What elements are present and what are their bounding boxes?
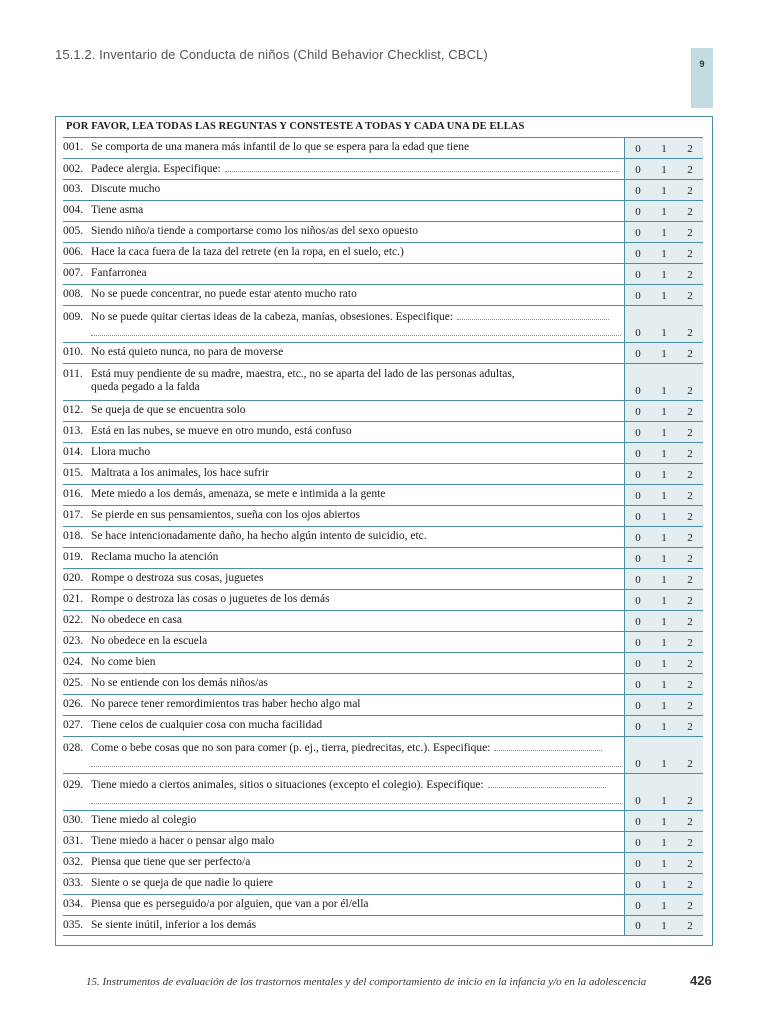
item-label: Tiene asma xyxy=(91,204,144,216)
response-option-2[interactable]: 2 xyxy=(687,616,693,628)
response-scale xyxy=(624,285,703,305)
response-option-2[interactable]: 2 xyxy=(687,511,693,523)
item-text xyxy=(63,183,621,196)
item-label: No come bien xyxy=(91,656,156,668)
item-row xyxy=(63,873,703,894)
response-scale xyxy=(624,138,703,158)
response-scale xyxy=(624,590,703,610)
response-option-0[interactable]: 0 xyxy=(635,658,641,670)
item-label: Está muy pendiente de su madre, maestra, etc., no se aparta del lado de las personas adultas, xyxy=(91,368,515,380)
response-option-1[interactable]: 1 xyxy=(661,920,667,932)
item-number: 024. xyxy=(63,656,84,668)
section-title: 15.1.2. Inventario de Conducta de niños (Child Behavior Checklist, CBCL) xyxy=(55,47,488,62)
item-label: Piensa que es perseguido/a por alguien, que van a por él/ella xyxy=(91,898,369,910)
item-label: No obedece en la escuela xyxy=(91,635,208,647)
response-scale xyxy=(624,306,703,342)
response-option-1[interactable]: 1 xyxy=(661,206,667,218)
item-label: Piensa que tiene que ser perfecto/a xyxy=(91,856,251,868)
item-text xyxy=(63,346,621,359)
item-row xyxy=(63,589,703,610)
response-scale xyxy=(624,916,703,935)
item-number: 009. xyxy=(63,311,84,323)
item-row xyxy=(63,894,703,915)
item-number: 033. xyxy=(63,877,84,889)
response-option-2[interactable]: 2 xyxy=(687,327,693,339)
item-label: Se hace intencionadamente daño, ha hecho algún intento de suicidio, etc. xyxy=(91,530,427,542)
item-text xyxy=(63,856,621,869)
response-option-1[interactable]: 1 xyxy=(661,758,667,770)
response-option-1[interactable]: 1 xyxy=(661,858,667,870)
response-option-0[interactable]: 0 xyxy=(635,448,641,460)
item-number: 014. xyxy=(63,446,84,458)
response-option-2[interactable]: 2 xyxy=(687,206,693,218)
specify-field[interactable] xyxy=(488,778,606,788)
item-text xyxy=(63,446,621,459)
specify-field-line[interactable] xyxy=(91,803,621,804)
item-text xyxy=(63,551,621,564)
item-label: No se puede concentrar, no puede estar atento mucho rato xyxy=(91,288,357,300)
item-number: 026. xyxy=(63,698,84,710)
item-label: Se pierde en sus pensamientos, sueña con los ojos abiertos xyxy=(91,509,360,521)
item-row xyxy=(63,610,703,631)
item-number: 022. xyxy=(63,614,84,626)
item-text xyxy=(63,368,621,394)
specify-field[interactable] xyxy=(494,741,602,751)
item-label: Reclama mucho la atención xyxy=(91,551,219,563)
item-row xyxy=(63,831,703,852)
response-option-0[interactable]: 0 xyxy=(635,227,641,239)
response-scale xyxy=(624,264,703,284)
response-option-1[interactable]: 1 xyxy=(661,595,667,607)
item-label: No está quieto nunca, no para de moverse xyxy=(91,346,284,358)
response-option-1[interactable]: 1 xyxy=(661,679,667,691)
item-number: 011. xyxy=(63,368,83,380)
item-row xyxy=(63,400,703,421)
response-scale xyxy=(624,243,703,263)
item-number: 021. xyxy=(63,593,84,605)
item-number: 020. xyxy=(63,572,84,584)
response-option-1[interactable]: 1 xyxy=(661,658,667,670)
response-option-1[interactable]: 1 xyxy=(661,532,667,544)
item-text xyxy=(63,778,621,792)
response-option-0[interactable]: 0 xyxy=(635,164,641,176)
response-option-2[interactable]: 2 xyxy=(687,143,693,155)
response-option-0[interactable]: 0 xyxy=(635,553,641,565)
item-label: Está en las nubes, se mueve en otro mundo, está confuso xyxy=(91,425,352,437)
item-row xyxy=(63,810,703,831)
item-number: 004. xyxy=(63,204,84,216)
item-label: Siente o se queja de que nadie lo quiere xyxy=(91,877,274,889)
response-option-1[interactable]: 1 xyxy=(661,721,667,733)
response-option-1[interactable]: 1 xyxy=(661,427,667,439)
response-option-0[interactable]: 0 xyxy=(635,816,641,828)
item-label: No parece tener remordimientos tras haber hecho algo mal xyxy=(91,698,361,710)
response-option-0[interactable]: 0 xyxy=(635,185,641,197)
item-text xyxy=(63,614,621,627)
form-instruction: POR FAVOR, LEA TODAS LAS REGUNTAS Y CONSTESTE A TODAS Y CADA UNA DE ELLAS xyxy=(66,121,525,132)
response-option-1[interactable]: 1 xyxy=(661,490,667,502)
item-row xyxy=(63,547,703,568)
item-number: 002. xyxy=(63,163,84,175)
response-option-0[interactable]: 0 xyxy=(635,920,641,932)
response-option-1[interactable]: 1 xyxy=(661,385,667,397)
item-row xyxy=(63,463,703,484)
response-option-0[interactable]: 0 xyxy=(635,427,641,439)
item-label: Mete miedo a los demás, amenaza, se mete e intimida a la gente xyxy=(91,488,386,500)
item-text xyxy=(63,467,621,480)
response-scale xyxy=(624,527,703,547)
response-scale xyxy=(624,611,703,631)
item-label: No se entiende con los demás niños/as xyxy=(91,677,268,689)
item-number: 015. xyxy=(63,467,84,479)
item-text xyxy=(63,741,621,755)
item-row xyxy=(63,694,703,715)
item-number: 028. xyxy=(63,742,84,754)
item-number: 005. xyxy=(63,225,84,237)
item-number: 031. xyxy=(63,835,84,847)
item-number: 023. xyxy=(63,635,84,647)
response-option-0[interactable]: 0 xyxy=(635,348,641,360)
item-text xyxy=(63,656,621,669)
response-option-0[interactable]: 0 xyxy=(635,269,641,281)
item-row xyxy=(63,652,703,673)
response-scale xyxy=(624,464,703,484)
response-option-1[interactable]: 1 xyxy=(661,227,667,239)
response-option-0[interactable]: 0 xyxy=(635,900,641,912)
item-row xyxy=(63,505,703,526)
response-option-2[interactable]: 2 xyxy=(687,385,693,397)
response-option-2[interactable]: 2 xyxy=(687,532,693,544)
response-scale xyxy=(624,222,703,242)
item-row xyxy=(63,263,703,284)
item-label: Rompe o destroza las cosas o juguetes de los demás xyxy=(91,593,330,605)
response-option-0[interactable]: 0 xyxy=(635,206,641,218)
response-scale xyxy=(624,569,703,589)
item-row xyxy=(63,442,703,463)
response-scale xyxy=(624,695,703,715)
item-text xyxy=(63,310,621,324)
response-scale xyxy=(624,674,703,694)
item-label: Se queja de que se encuentra solo xyxy=(91,404,246,416)
item-label-continued: queda pegado a la falda xyxy=(91,381,200,393)
item-text xyxy=(63,719,621,732)
response-scale xyxy=(624,485,703,505)
response-option-1[interactable]: 1 xyxy=(661,143,667,155)
item-label: No obedece en casa xyxy=(91,614,182,626)
response-option-0[interactable]: 0 xyxy=(635,532,641,544)
response-option-1[interactable]: 1 xyxy=(661,795,667,807)
item-number: 025. xyxy=(63,677,84,689)
response-option-0[interactable]: 0 xyxy=(635,469,641,481)
response-option-0[interactable]: 0 xyxy=(635,490,641,502)
response-option-2[interactable]: 2 xyxy=(687,879,693,891)
item-row xyxy=(63,363,703,400)
response-scale xyxy=(624,811,703,831)
item-label: Se comporta de una manera más infantil de lo que se espera para la edad que tiene xyxy=(91,141,470,153)
response-option-2[interactable]: 2 xyxy=(687,837,693,849)
item-label: Tiene miedo al colegio xyxy=(91,814,197,826)
response-option-0[interactable]: 0 xyxy=(635,248,641,260)
response-scale xyxy=(624,364,703,400)
response-scale xyxy=(624,895,703,915)
response-option-0[interactable]: 0 xyxy=(635,858,641,870)
response-option-2[interactable]: 2 xyxy=(687,269,693,281)
response-scale xyxy=(624,506,703,526)
item-row xyxy=(63,673,703,694)
item-text xyxy=(63,225,621,238)
response-scale xyxy=(624,180,703,200)
item-row xyxy=(63,852,703,873)
response-option-2[interactable]: 2 xyxy=(687,185,693,197)
response-option-2[interactable]: 2 xyxy=(687,595,693,607)
response-scale xyxy=(624,737,703,773)
item-label: Come o bebe cosas que no son para comer (p. ej., tierra, piedrecitas, etc.). Especifique: xyxy=(91,742,491,754)
item-number: 034. xyxy=(63,898,84,910)
item-number: 019. xyxy=(63,551,84,563)
response-option-0[interactable]: 0 xyxy=(635,290,641,302)
response-option-1[interactable]: 1 xyxy=(661,511,667,523)
response-scale xyxy=(624,343,703,363)
item-text xyxy=(63,677,621,690)
item-label: Tiene miedo a hacer o pensar algo malo xyxy=(91,835,275,847)
item-label: Llora mucho xyxy=(91,446,151,458)
response-option-0[interactable]: 0 xyxy=(635,616,641,628)
item-number: 018. xyxy=(63,530,84,542)
response-option-2[interactable]: 2 xyxy=(687,290,693,302)
response-option-0[interactable]: 0 xyxy=(635,327,641,339)
item-number: 001. xyxy=(63,141,84,153)
item-text xyxy=(63,919,621,932)
response-scale xyxy=(624,774,703,810)
item-text xyxy=(63,635,621,648)
response-option-2[interactable]: 2 xyxy=(687,900,693,912)
item-number: 012. xyxy=(63,404,84,416)
item-label: Fanfarronea xyxy=(91,267,147,279)
item-number: 003. xyxy=(63,183,84,195)
response-scale xyxy=(624,653,703,673)
response-option-1[interactable]: 1 xyxy=(661,448,667,460)
item-row xyxy=(63,631,703,652)
specify-field-line[interactable] xyxy=(91,766,621,767)
item-row xyxy=(63,158,703,179)
item-label: Tiene celos de cualquier cosa con mucha facilidad xyxy=(91,719,323,731)
response-option-2[interactable]: 2 xyxy=(687,406,693,418)
item-text xyxy=(63,698,621,711)
item-number: 032. xyxy=(63,856,84,868)
response-option-0[interactable]: 0 xyxy=(635,406,641,418)
response-scale xyxy=(624,853,703,873)
item-text xyxy=(63,204,621,217)
response-option-2[interactable]: 2 xyxy=(687,248,693,260)
response-option-1[interactable]: 1 xyxy=(661,290,667,302)
item-number: 035. xyxy=(63,919,84,931)
item-text xyxy=(63,162,621,176)
item-text xyxy=(63,509,621,522)
item-text xyxy=(63,141,621,154)
response-option-1[interactable]: 1 xyxy=(661,348,667,360)
response-option-1[interactable]: 1 xyxy=(661,553,667,565)
item-row xyxy=(63,342,703,363)
chapter-tab xyxy=(691,48,713,108)
response-option-1[interactable]: 1 xyxy=(661,879,667,891)
item-row xyxy=(63,137,703,158)
item-row xyxy=(63,526,703,547)
response-scale xyxy=(624,401,703,421)
item-text xyxy=(63,404,621,417)
response-option-2[interactable]: 2 xyxy=(687,920,693,932)
response-option-1[interactable]: 1 xyxy=(661,248,667,260)
specify-field[interactable] xyxy=(225,162,619,172)
item-row xyxy=(63,484,703,505)
response-option-1[interactable]: 1 xyxy=(661,164,667,176)
item-row xyxy=(63,221,703,242)
response-option-2[interactable]: 2 xyxy=(687,795,693,807)
response-option-2[interactable]: 2 xyxy=(687,469,693,481)
item-label: Maltrata a los animales, los hace sufrir xyxy=(91,467,269,479)
response-option-0[interactable]: 0 xyxy=(635,795,641,807)
item-number: 016. xyxy=(63,488,84,500)
response-option-1[interactable]: 1 xyxy=(661,700,667,712)
response-option-2[interactable]: 2 xyxy=(687,164,693,176)
item-text xyxy=(63,835,621,848)
specify-field[interactable] xyxy=(457,310,609,320)
item-row xyxy=(63,200,703,221)
item-text xyxy=(63,246,621,259)
response-option-2[interactable]: 2 xyxy=(687,553,693,565)
item-label: Se siente inútil, inferior a los demás xyxy=(91,919,257,931)
response-option-1[interactable]: 1 xyxy=(661,269,667,281)
item-row xyxy=(63,421,703,442)
item-text xyxy=(63,877,621,890)
item-label: Tiene miedo a ciertos animales, sitios o situaciones (excepto el colegio). Especifique: xyxy=(91,779,484,791)
item-row xyxy=(63,284,703,305)
item-text xyxy=(63,572,621,585)
item-text xyxy=(63,288,621,301)
footer-chapter-title: 15. Instrumentos de evaluación de los trastornos mentales y del comportamiento de inicio en la infancia y/o en la adolescencia xyxy=(86,976,647,988)
response-option-2[interactable]: 2 xyxy=(687,348,693,360)
item-row xyxy=(63,568,703,589)
response-option-0[interactable]: 0 xyxy=(635,679,641,691)
response-scale xyxy=(624,832,703,852)
item-number: 008. xyxy=(63,288,84,300)
response-scale xyxy=(624,548,703,568)
response-scale xyxy=(624,422,703,442)
response-option-2[interactable]: 2 xyxy=(687,721,693,733)
response-option-1[interactable]: 1 xyxy=(661,900,667,912)
chapter-number: 9 xyxy=(699,59,705,69)
response-scale xyxy=(624,201,703,221)
response-option-0[interactable]: 0 xyxy=(635,700,641,712)
response-option-2[interactable]: 2 xyxy=(687,427,693,439)
response-option-2[interactable]: 2 xyxy=(687,448,693,460)
item-number: 013. xyxy=(63,425,84,437)
response-option-1[interactable]: 1 xyxy=(661,616,667,628)
response-option-2[interactable]: 2 xyxy=(687,637,693,649)
item-number: 010. xyxy=(63,346,84,358)
item-row xyxy=(63,179,703,200)
response-option-2[interactable]: 2 xyxy=(687,679,693,691)
response-scale xyxy=(624,443,703,463)
item-label: Siendo niño/a tiende a comportarse como los niños/as del sexo opuesto xyxy=(91,225,419,237)
item-label: No se puede quitar ciertas ideas de la cabeza, manías, obsesiones. Especifique: xyxy=(91,311,454,323)
response-option-1[interactable]: 1 xyxy=(661,574,667,586)
response-option-2[interactable]: 2 xyxy=(687,490,693,502)
item-number: 029. xyxy=(63,779,84,791)
item-label: Rompe o destroza sus cosas, juguetes xyxy=(91,572,264,584)
response-option-1[interactable]: 1 xyxy=(661,816,667,828)
item-row xyxy=(63,773,703,810)
response-option-1[interactable]: 1 xyxy=(661,837,667,849)
item-text xyxy=(63,898,621,911)
response-option-1[interactable]: 1 xyxy=(661,469,667,481)
item-list xyxy=(63,137,703,936)
item-number: 007. xyxy=(63,267,84,279)
item-row xyxy=(63,305,703,342)
item-number: 017. xyxy=(63,509,84,521)
response-option-1[interactable]: 1 xyxy=(661,406,667,418)
response-option-1[interactable]: 1 xyxy=(661,637,667,649)
specify-field-line[interactable] xyxy=(91,335,621,336)
item-text xyxy=(63,814,621,827)
response-option-1[interactable]: 1 xyxy=(661,327,667,339)
item-number: 027. xyxy=(63,719,84,731)
response-option-2[interactable]: 2 xyxy=(687,758,693,770)
item-text xyxy=(63,425,621,438)
response-scale xyxy=(624,159,703,179)
item-label: Padece alergia. Especifique: xyxy=(91,163,221,175)
response-option-2[interactable]: 2 xyxy=(687,816,693,828)
response-option-0[interactable]: 0 xyxy=(635,595,641,607)
response-option-2[interactable]: 2 xyxy=(687,700,693,712)
item-row xyxy=(63,736,703,773)
item-text xyxy=(63,530,621,543)
response-option-0[interactable]: 0 xyxy=(635,721,641,733)
response-option-1[interactable]: 1 xyxy=(661,185,667,197)
item-text xyxy=(63,488,621,501)
response-option-2[interactable]: 2 xyxy=(687,227,693,239)
response-option-2[interactable]: 2 xyxy=(687,574,693,586)
response-option-0[interactable]: 0 xyxy=(635,879,641,891)
response-option-0[interactable]: 0 xyxy=(635,143,641,155)
response-option-0[interactable]: 0 xyxy=(635,574,641,586)
item-number: 006. xyxy=(63,246,84,258)
response-scale xyxy=(624,716,703,736)
item-row xyxy=(63,242,703,263)
response-option-0[interactable]: 0 xyxy=(635,837,641,849)
item-label: Discute mucho xyxy=(91,183,161,195)
response-option-2[interactable]: 2 xyxy=(687,858,693,870)
response-option-0[interactable]: 0 xyxy=(635,385,641,397)
page-number: 426 xyxy=(690,973,712,988)
item-number: 030. xyxy=(63,814,84,826)
item-row xyxy=(63,915,703,936)
response-scale xyxy=(624,632,703,652)
item-label: Hace la caca fuera de la taza del retrete (en la ropa, en el suelo, etc.) xyxy=(91,246,404,258)
response-scale xyxy=(624,874,703,894)
item-row xyxy=(63,715,703,736)
response-option-0[interactable]: 0 xyxy=(635,758,641,770)
item-text xyxy=(63,593,621,606)
response-option-0[interactable]: 0 xyxy=(635,637,641,649)
response-option-2[interactable]: 2 xyxy=(687,658,693,670)
response-option-0[interactable]: 0 xyxy=(635,511,641,523)
item-text xyxy=(63,267,621,280)
